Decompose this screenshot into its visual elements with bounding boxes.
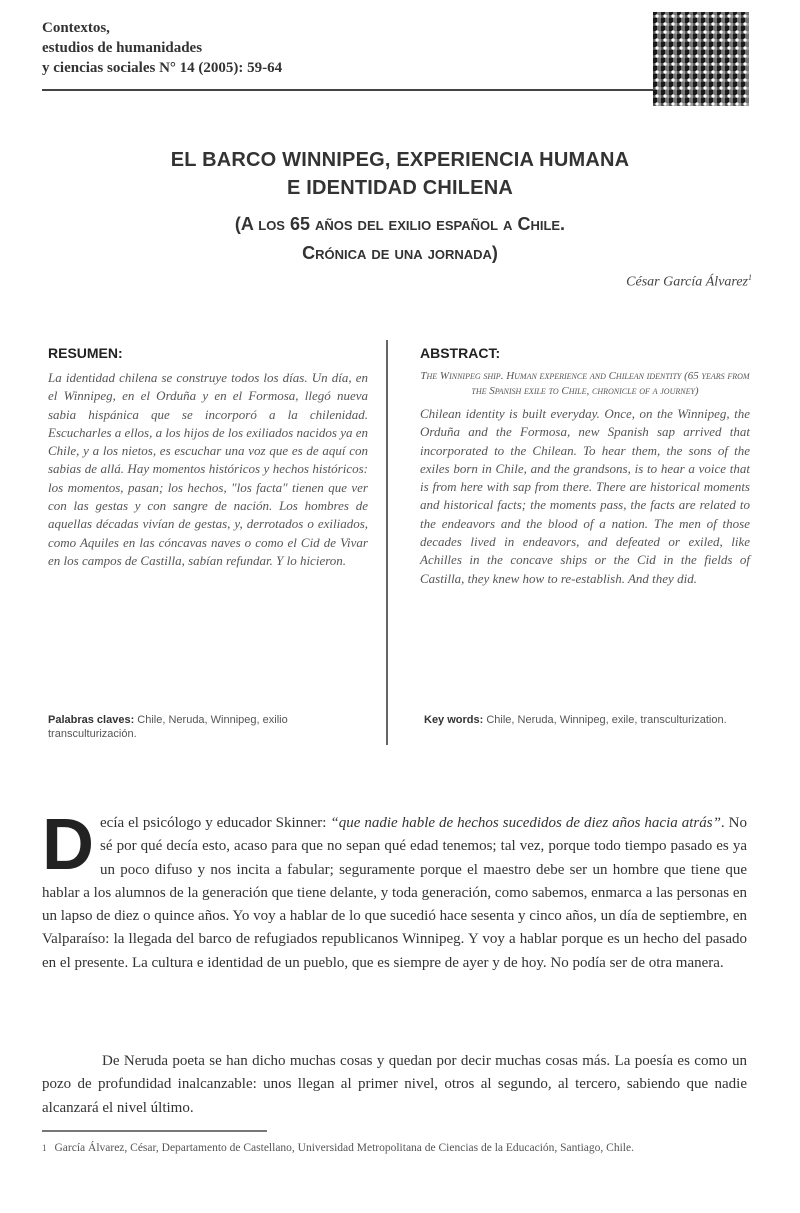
article-subtitle — [0, 210, 800, 268]
author-footnote-marker[interactable]: 1 — [748, 273, 752, 282]
journal-citation — [42, 18, 282, 78]
skinner-quote: “que nadie hable de hechos sucedidos de diez años hacia atrás” — [330, 815, 721, 831]
palabras-claves — [48, 713, 368, 741]
journal-issue: y ciencias sociales N° 14 (2005): 59-64 — [42, 60, 283, 76]
subtitle-line-1: (A los 65 años del exilio español a Chile. — [234, 214, 566, 234]
resumen-text: La identidad chilena se construye todos los días. Un día, en el Winnipeg, en el Orduña y en el Formosa, llegó nueva sabia hispánica que se incorporó a la chilenidad. Escucharles a ellos, a los hijos de los exiliados nacidos ya en Chile, y a los nietos, es escuchar una voz que es de aquí con sabias de allá. Hay momentos históricos y hechos históricos: los momentos, pasan; los hechos, "los facta" tienen que ver con las gestas y con sangre de nación. Los hombres de aquellas décadas vivían de gestas, y, derrotados o exiliados, como Aquiles en las cóncavas naves o como el Cid de Vivar en los campos de Castilla, sabían refundar. Y lo hicieron. — [48, 370, 368, 568]
paragraph-1-rest: . No sé por qué decía esto, acaso para que no sepan qué edad tenemos; tal vez, porque todo tiempo pasado es ya un poco difuso y nos incita a fabular; seguramente porque el maestro debe ser un hombre que tiene que hablar a los alumnos de la generación que tiene delante, y toda generación, como sabemos, enmarca a las personas en un lapso de diez o quince años. Yo voy a hablar de lo que sucedió hace sesenta y cinco años, un día de septiembre, en Valparaíso: la llegada del barco de refugiados republicanos Winnipeg. Y voy a hablar porque es un hecho del pasado en el presente. La cultura e identidad de un pueblo, que es siempre de ayer y de hoy. No podía ser de otra manera. — [42, 815, 747, 971]
journal-name: Contextos, — [42, 20, 110, 36]
footnote-text: García Álvarez, César, Departamento de Castellano, Universidad Metropolitana de Ciencias de la Educación, Santiago, Chile. — [54, 1142, 634, 1154]
journal-subtitle: estudios de humanidades — [42, 40, 203, 56]
title-line-2: E IDENTIDAD CHILENA — [286, 177, 514, 199]
footnote-marker: 1 — [42, 1143, 47, 1153]
key-words-label: Key words: — [424, 714, 484, 726]
abstract-heading: ABSTRACT: — [420, 345, 501, 361]
drop-cap: D — [42, 805, 94, 885]
key-words-list: Chile, Neruda, Winnipeg, exile, transculturization. — [486, 714, 727, 726]
body-paragraph-1 — [42, 805, 747, 975]
abstract-section — [420, 345, 750, 588]
column-divider — [386, 340, 388, 745]
palabras-claves-list: Chile, Neruda, Winnipeg, exilio transculturización. — [48, 714, 288, 740]
header-rule — [42, 89, 654, 91]
barcode-icon — [653, 12, 749, 106]
footnote-rule — [42, 1130, 267, 1132]
title-line-1: EL BARCO WINNIPEG, EXPERIENCIA HUMANA — [170, 149, 630, 171]
paragraph-1-start: ecía el psicólogo y educador Skinner: — [100, 815, 331, 831]
article-title — [0, 146, 800, 202]
subtitle-line-2: Crónica de una jornada) — [302, 243, 498, 263]
author-name: César García Álvarez — [626, 274, 748, 290]
palabras-claves-label: Palabras claves: — [48, 714, 135, 726]
body-paragraph-2: De Neruda poeta se han dicho muchas cosas y quedan por decir muchas cosas más. La poesía es como un pozo de profundidad inalcanzable: unos llegan al primer nivel, otros al segundo, al tercero, sabiendo que nadie alcanzará el nivel último. — [42, 1053, 747, 1116]
resumen-heading: RESUMEN: — [48, 345, 123, 361]
footnote — [42, 1140, 747, 1156]
key-words — [424, 713, 754, 727]
author-byline — [626, 273, 752, 291]
abstract-text: Chilean identity is built everyday. Once, on the Winnipeg, the Orduña and the Formosa, new Spanish sap arrived that incorporated to the Chilean. To hear them, the sons of the exiles born in Chile, and the grandsons, is to hear a voice that is from here with sap from there. There are historical moments and historical facts; the moments pass, the facts are related to the endeavors and the blood of a nation. The men of those decades lived in endeavors, and defeated or exiled, like Achilles in the concave ships or the Cid in the fields of Castilla, they knew how to re-establish. And they did. — [420, 406, 750, 586]
abstract-english-title: The Winnipeg ship. Human experience and Chilean identity (65 years from the Spanish exile to Chile, chronicle of a journey) — [420, 370, 750, 397]
resumen-section — [48, 345, 368, 570]
